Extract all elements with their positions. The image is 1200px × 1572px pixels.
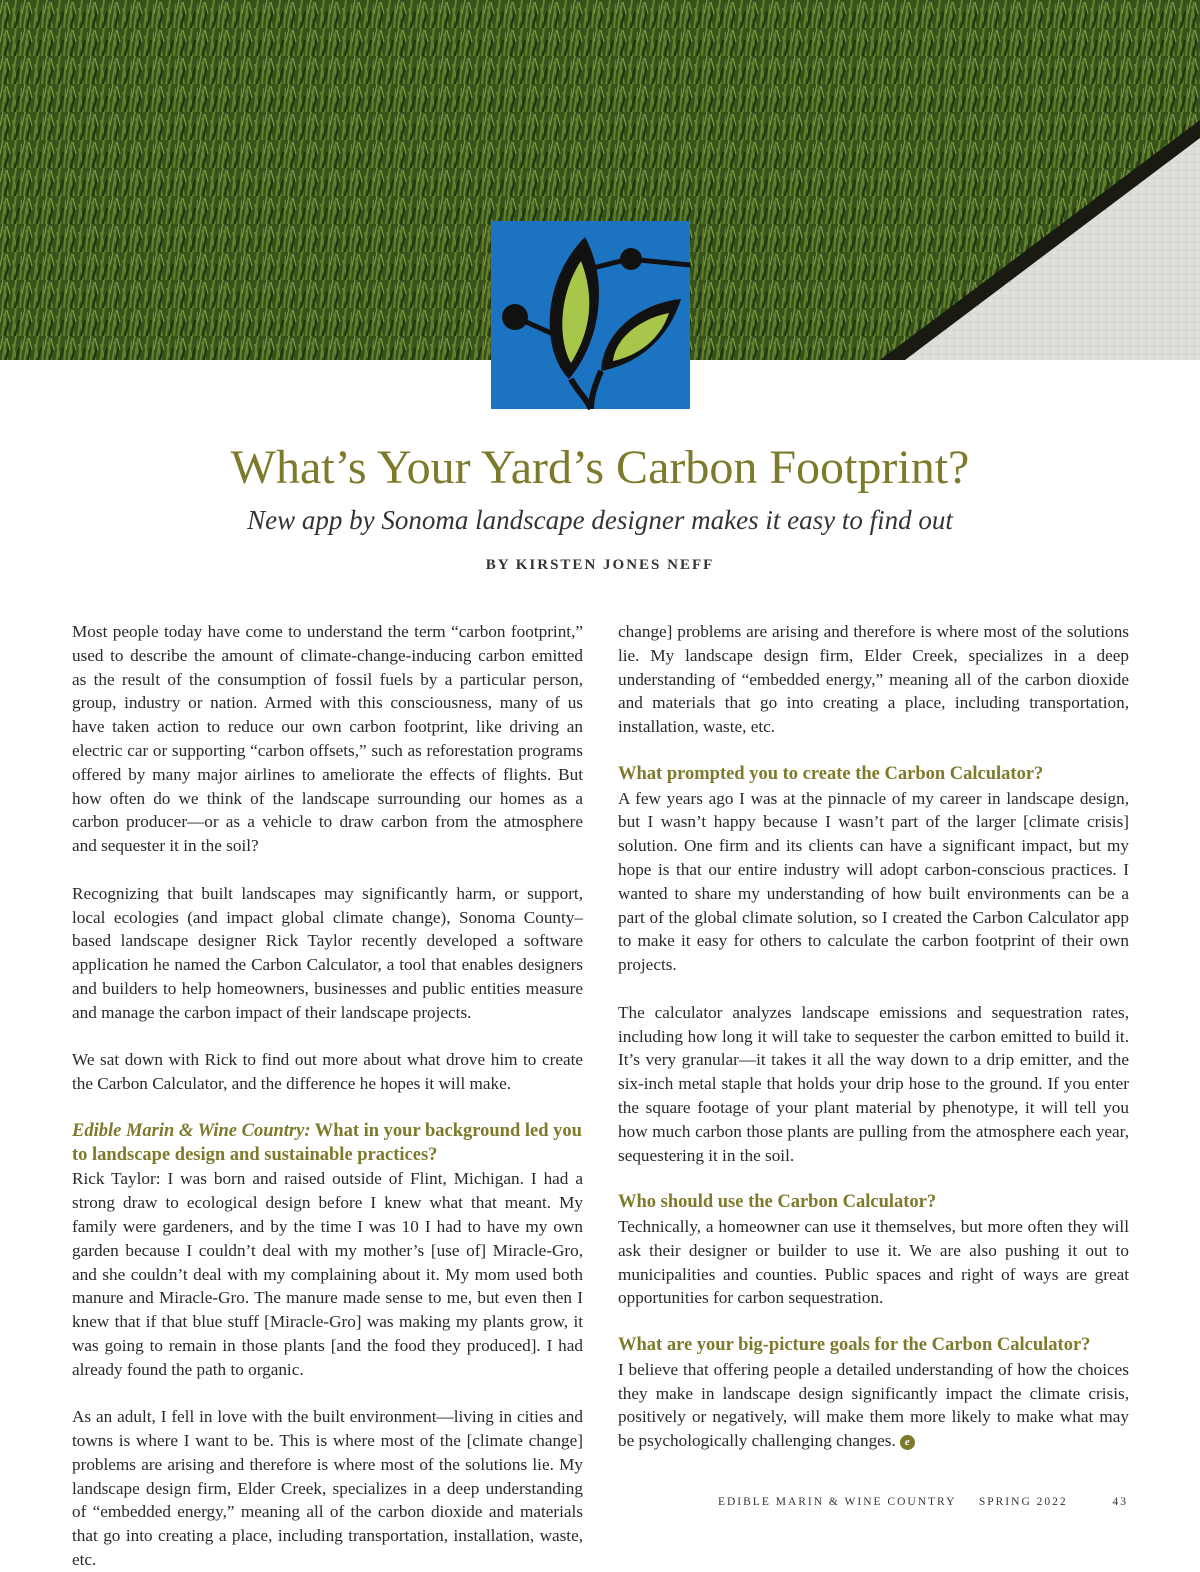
question-prompted: What prompted you to create the Carbon Calculator? — [618, 763, 1044, 784]
paragraph-recognizing: Recognizing that built landscapes may significantly harm, or support, local ecologies (and impact global climate change), Sonoma County–based landscape designer Rick Taylor recently developed a software application he named the Carbon Calculator, a tool that enables designers and builders to help homeowners, businesses and public entities measure and manage the carbon impact of their landscape projects. — [72, 883, 583, 1022]
page-footer — [700, 1496, 1128, 1508]
answer-big-picture-text: I believe that offering people a detailed understanding of how the choices they make in landscape design significantly impact the climate crisis, positively or negatively, will make them more likely to make what may be psychologically challenging changes. — [618, 1359, 1129, 1451]
answer-background: Rick Taylor: I was born and raised outside of Flint, Michigan. I had a strong draw to ecological design before I knew what that meant. My family were gardeners, and by the time I was 10 I had to have my own garden because I couldn’t deal with my mother’s [use of] Miracle-Gro, and she couldn’t deal with my complaining about it. My mom used both manure and Miracle-Gro. The manure made sense to me, but even then I knew that if that blue stuff [Miracle-Gro] was making my plants grow, it was going to remain in those plants [and the food they produced]. I had already found the path to organic. — [72, 1169, 583, 1379]
paragraph-sat-down: We sat down with Rick to find out more about what drove him to create the Carbon Calculator, and the difference he hopes it will make. — [72, 1050, 583, 1094]
answer-who-should-use: Technically, a homeowner can use it themselves, but more often they will ask their designer or builder to use it. We are also pushing it out to municipalities and counties. Public spaces and right of ways are great opportunities for carbon sequestration. — [618, 1216, 1129, 1308]
question-magazine-name: Edible Marin & Wine Country: — [72, 1120, 311, 1141]
column-left — [72, 620, 583, 1570]
answer-prompted: A few years ago I was at the pinnacle of my career in landscape design, but I wasn’t happy because I wasn’t part of the larger [climate crisis] solution. One firm and its clients can have a significant impact, but my hope is that our entire industry will adopt carbon-conscious practices. I wanted to share my understanding of how built environments can be a part of the global climate solution, so I created the Carbon Calculator app to make it easy for others to calculate the carbon footprint of their own projects. — [618, 788, 1129, 975]
answer-adult: As an adult, I fell in love with the built environment—living in cities and towns is where I want to be. This is where most of the [climate change] problems are arising and therefore is where most of the solutions lie. My landscape design firm, Elder Creek, specializes in a deep understanding of “embedded energy,” meaning all of the carbon dioxide and materials that go into creating a place, including transportation, installation, waste, etc. — [72, 1407, 583, 1570]
footer-page-number: 43 — [1112, 1496, 1128, 1508]
column-right — [618, 620, 1129, 1477]
answer-big-picture — [618, 1358, 1129, 1453]
question-big-picture: What are your big-picture goals for the Carbon Calculator? — [618, 1334, 1091, 1355]
article-title: What’s Your Yard’s Carbon Footprint? — [230, 441, 970, 494]
question-who-should-use: Who should use the Carbon Calculator? — [618, 1192, 937, 1213]
paragraph-intro: Most people today have come to understand the term “carbon footprint,” used to describe the amount of climate-change-inducing carbon emitted as the result of the consumption of fossil fuels by a particular person, group, industry or nation. Armed with this consciousness, many of us have taken action to reduce our own carbon footprint, like driving an electric car or supporting “carbon offsets,” such as reforestation programs offered by many major airlines to ameliorate the effects of flights. But how often do we think of the landscape surrounding our homes as a carbon producer—or as a vehicle to draw carbon from the atmosphere and sequester it in the soil? — [72, 622, 583, 856]
answer-calculator-analyzes: The calculator analyzes landscape emissions and sequestration rates, including how long it will take to sequester the carbon emitted to build it. It’s very granular—it takes it all the way down to a drip emitter, and the six-inch metal staple that holds your drip hose to the ground. If you enter the square footage of your plant material by phenotype, it will tell you how much carbon those plants are pulling from the atmosphere each year, sequestering it in the soil. — [618, 1002, 1129, 1165]
footer-magazine: EDIBLE MARIN & WINE COUNTRY — [717, 1496, 956, 1508]
footer-issue: SPRING 2022 — [978, 1496, 1068, 1508]
answer-adult-continued: change] problems are arising and therefore is where most of the solutions lie. My landscape design firm, Elder Creek, specializes in a deep understanding of “embedded energy,” meaning all of the carbon dioxide and materials that go into creating a place, including transportation, installation, waste, etc. — [618, 622, 1129, 737]
article-subtitle: New app by Sonoma landscape designer makes it easy to find out — [247, 505, 953, 535]
question-background — [72, 1120, 583, 1168]
question-background-text: What in your background led you to landscape design and sustainable practices? — [72, 1120, 582, 1165]
byline: BY KIRSTEN JONES NEFF — [485, 557, 715, 573]
edible-end-mark-icon: e — [900, 1435, 915, 1450]
carbon-calculator-logo — [491, 221, 690, 409]
